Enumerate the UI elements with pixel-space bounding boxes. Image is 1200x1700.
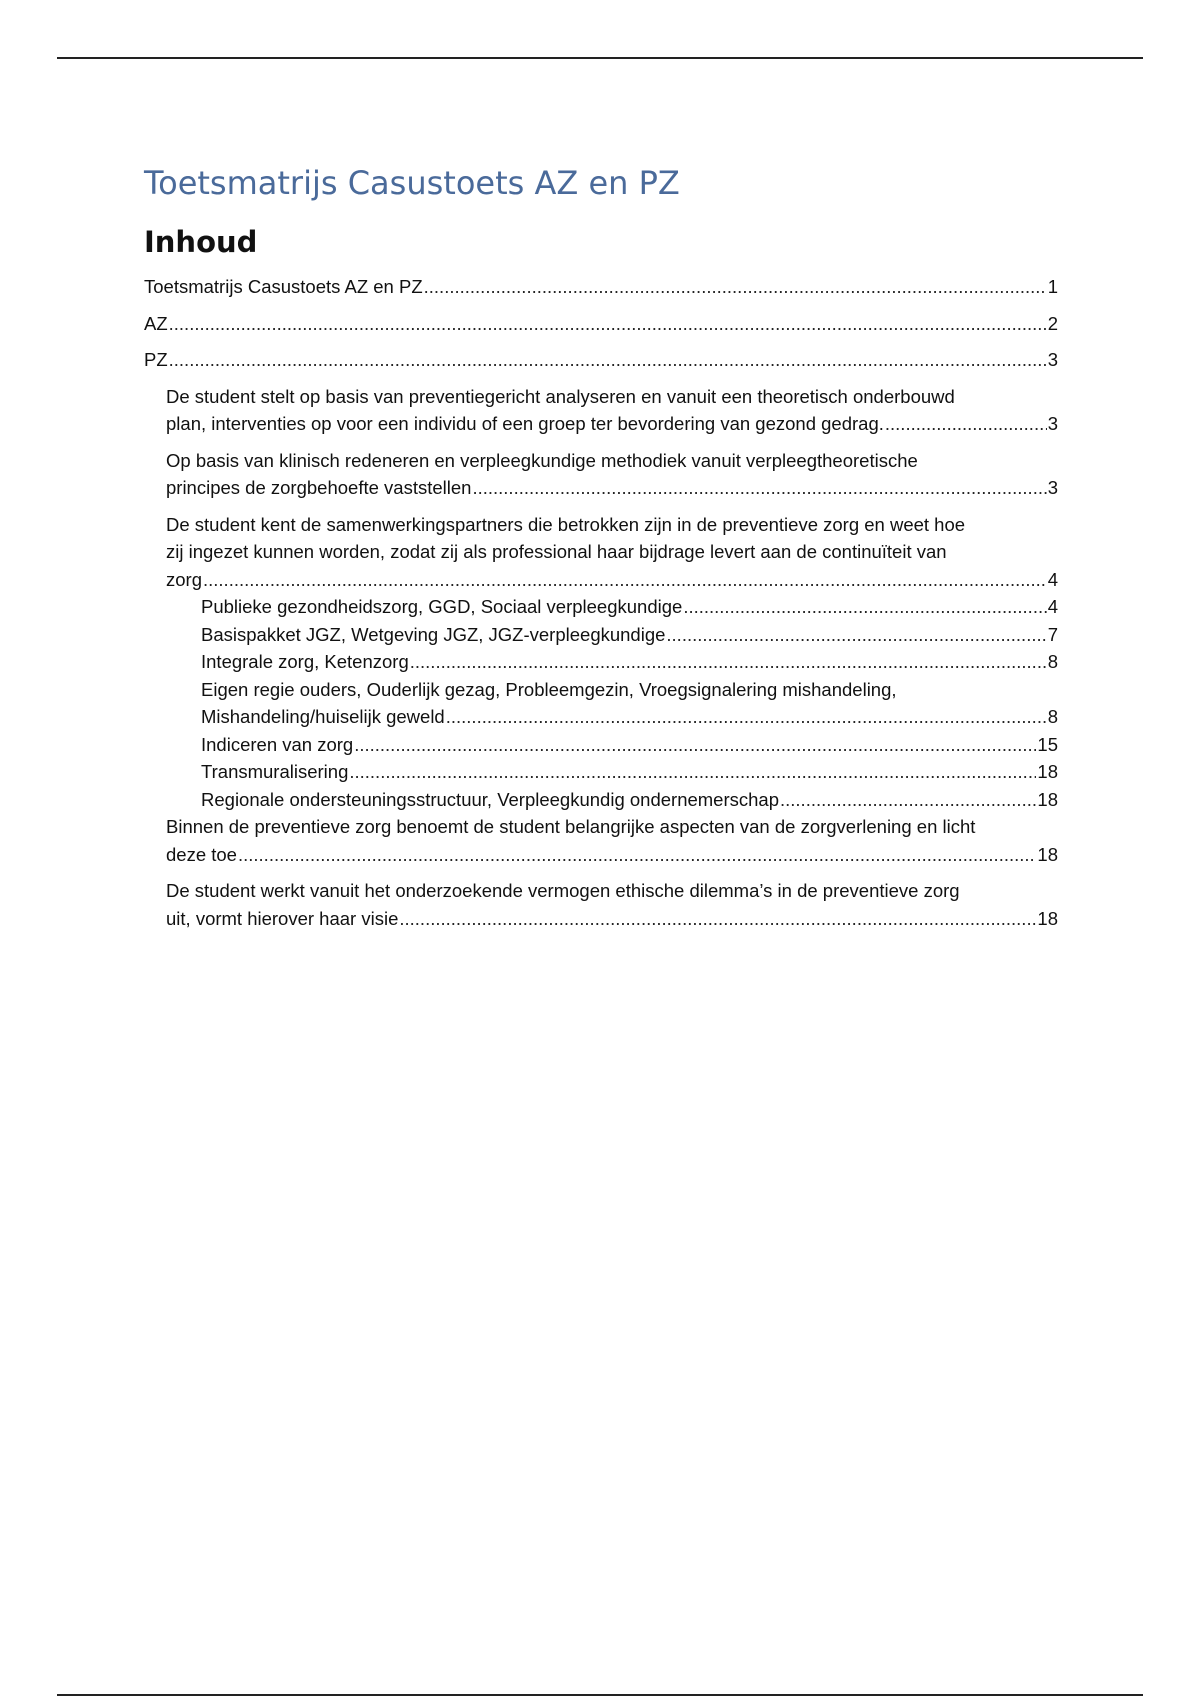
toc-entry[interactable] <box>144 346 1058 374</box>
toc-entry-text-line: De student stelt op basis van preventiegericht analyseren en vanuit een theoretisch onderbouwd <box>166 385 955 407</box>
toc-entry[interactable] <box>144 593 1058 621</box>
toc-dot-leader <box>349 758 1036 786</box>
toc-dot-leader <box>472 474 1046 502</box>
toc-entry-leader-row <box>166 410 1058 438</box>
toc-page-number: 4 <box>1047 596 1058 617</box>
toc-dot-leader <box>169 346 1047 374</box>
toc-page-number: 8 <box>1047 651 1058 672</box>
toc-entry-text-line: zij ingezet kunnen worden, zodat zij als professional haar bijdrage levert aan de continuïteit van <box>166 541 947 562</box>
toc-entry[interactable] <box>144 676 1058 731</box>
toc-page-number: 8 <box>1047 706 1058 727</box>
toc-entry-text-line: Binnen de preventieve zorg benoemt de student belangrijke aspecten van de zorgverlening en licht <box>166 816 976 837</box>
toc-entry[interactable] <box>144 447 1058 502</box>
toc-dot-leader <box>169 310 1047 338</box>
toc-dot-leader <box>885 410 1047 438</box>
toc-entry[interactable] <box>144 758 1058 786</box>
toc-entry[interactable] <box>144 621 1058 649</box>
toc-entry-leader-row <box>166 566 1058 594</box>
toc-entry-text-line: De student werkt vanuit het onderzoekende vermogen ethische dilemma’s in de preventieve zorg <box>166 880 960 901</box>
toc-dot-leader <box>399 905 1036 933</box>
toc-entry-leader-row <box>144 310 1058 338</box>
toc-dot-leader <box>424 273 1047 301</box>
toc-entry-title: Integrale zorg, Ketenzorg <box>201 651 409 672</box>
toc-entry-leader-row <box>166 841 1058 869</box>
toc-entry-text-line: Eigen regie ouders, Ouderlijk gezag, Probleemgezin, Vroegsignalering mishandeling, <box>201 678 897 700</box>
toc-entry[interactable] <box>144 648 1058 676</box>
toc-dot-leader <box>780 786 1036 814</box>
toc-entry-title: Publieke gezondheidszorg, GGD, Sociaal verpleegkundige <box>201 596 683 617</box>
toc-dot-leader <box>666 621 1046 649</box>
toc-entry[interactable] <box>144 813 1058 868</box>
toc-entry-title: plan, interventies op voor een individu of een groep ter bevordering van gezond gedrag. <box>166 413 884 434</box>
toc-dot-leader <box>446 703 1047 731</box>
toc-entry-leader-row <box>201 758 1058 786</box>
toc-entry-leader-row <box>201 786 1058 814</box>
toc-dot-leader <box>354 731 1036 759</box>
toc-entry-title: Basispakket JGZ, Wetgeving JGZ, JGZ-verpleegkundige <box>201 623 666 645</box>
table-of-contents <box>144 273 1058 932</box>
toc-page-number: 2 <box>1047 312 1058 334</box>
toc-entry-title: principes de zorgbehoefte vaststellen <box>166 477 472 498</box>
toc-entry[interactable] <box>144 731 1058 759</box>
toc-entry[interactable] <box>144 786 1058 814</box>
toc-entry-leader-row <box>144 273 1058 301</box>
toc-entry-leader-row <box>144 346 1058 374</box>
toc-dot-leader <box>410 648 1047 676</box>
toc-entry-leader-row <box>166 905 1058 933</box>
toc-entry-text-line: Op basis van klinisch redeneren en verpleegkundige methodiek vanuit verpleegtheoretische <box>166 449 918 471</box>
toc-entry-leader-row <box>166 474 1058 502</box>
toc-entry-leader-row <box>201 621 1058 649</box>
toc-entry[interactable] <box>144 877 1058 932</box>
toc-dot-leader <box>683 593 1046 621</box>
toc-entry[interactable] <box>144 383 1058 438</box>
toc-heading: Inhoud <box>144 225 258 259</box>
toc-entry-leader-row <box>201 593 1058 621</box>
toc-entry-title: uit, vormt hierover haar visie <box>166 907 399 929</box>
toc-page-number: 4 <box>1047 568 1058 590</box>
toc-entry-leader-row <box>201 648 1058 676</box>
page-footer-rule <box>57 1694 1143 1696</box>
toc-entry-title: AZ <box>144 312 168 334</box>
page-content <box>144 160 1058 941</box>
toc-entry-text-line: De student kent de samenwerkingspartners die betrokken zijn in de preventieve zorg en weet hoe <box>166 513 966 535</box>
toc-entry-leader-row <box>201 703 1058 731</box>
toc-page-number: 18 <box>1037 761 1058 782</box>
toc-page-number: 3 <box>1047 477 1058 498</box>
toc-entry-title: Transmuralisering <box>201 761 349 782</box>
document-title: Toetsmatrijs Casustoets AZ en PZ <box>144 164 680 202</box>
toc-entry-title: Mishandeling/huiselijk geweld <box>201 706 445 727</box>
toc-entry-title: deze toe <box>166 843 237 865</box>
toc-entry-title: PZ <box>144 349 168 370</box>
toc-page-number: 3 <box>1047 413 1058 434</box>
toc-entry-title: Regionale ondersteuningsstructuur, Verpleegkundig ondernemerschap <box>201 788 779 810</box>
toc-dot-leader <box>203 566 1047 594</box>
toc-dot-leader <box>238 841 1036 869</box>
toc-entry[interactable] <box>144 273 1058 301</box>
toc-entry-title: zorg <box>166 568 202 590</box>
toc-entry-leader-row <box>201 731 1058 759</box>
toc-entry-title: Toetsmatrijs Casustoets AZ en PZ <box>144 276 423 297</box>
toc-entry[interactable] <box>144 310 1058 338</box>
toc-entry-title: Indiceren van zorg <box>201 733 354 755</box>
toc-page-number: 18 <box>1037 907 1058 929</box>
toc-page-number: 18 <box>1037 843 1058 865</box>
toc-page-number: 1 <box>1047 276 1058 297</box>
toc-page-number: 3 <box>1047 349 1058 370</box>
toc-page-number: 7 <box>1047 623 1058 645</box>
page-header-rule <box>57 57 1143 59</box>
toc-entry[interactable] <box>144 511 1058 594</box>
toc-page-number: 18 <box>1037 788 1058 810</box>
toc-page-number: 15 <box>1037 733 1058 755</box>
